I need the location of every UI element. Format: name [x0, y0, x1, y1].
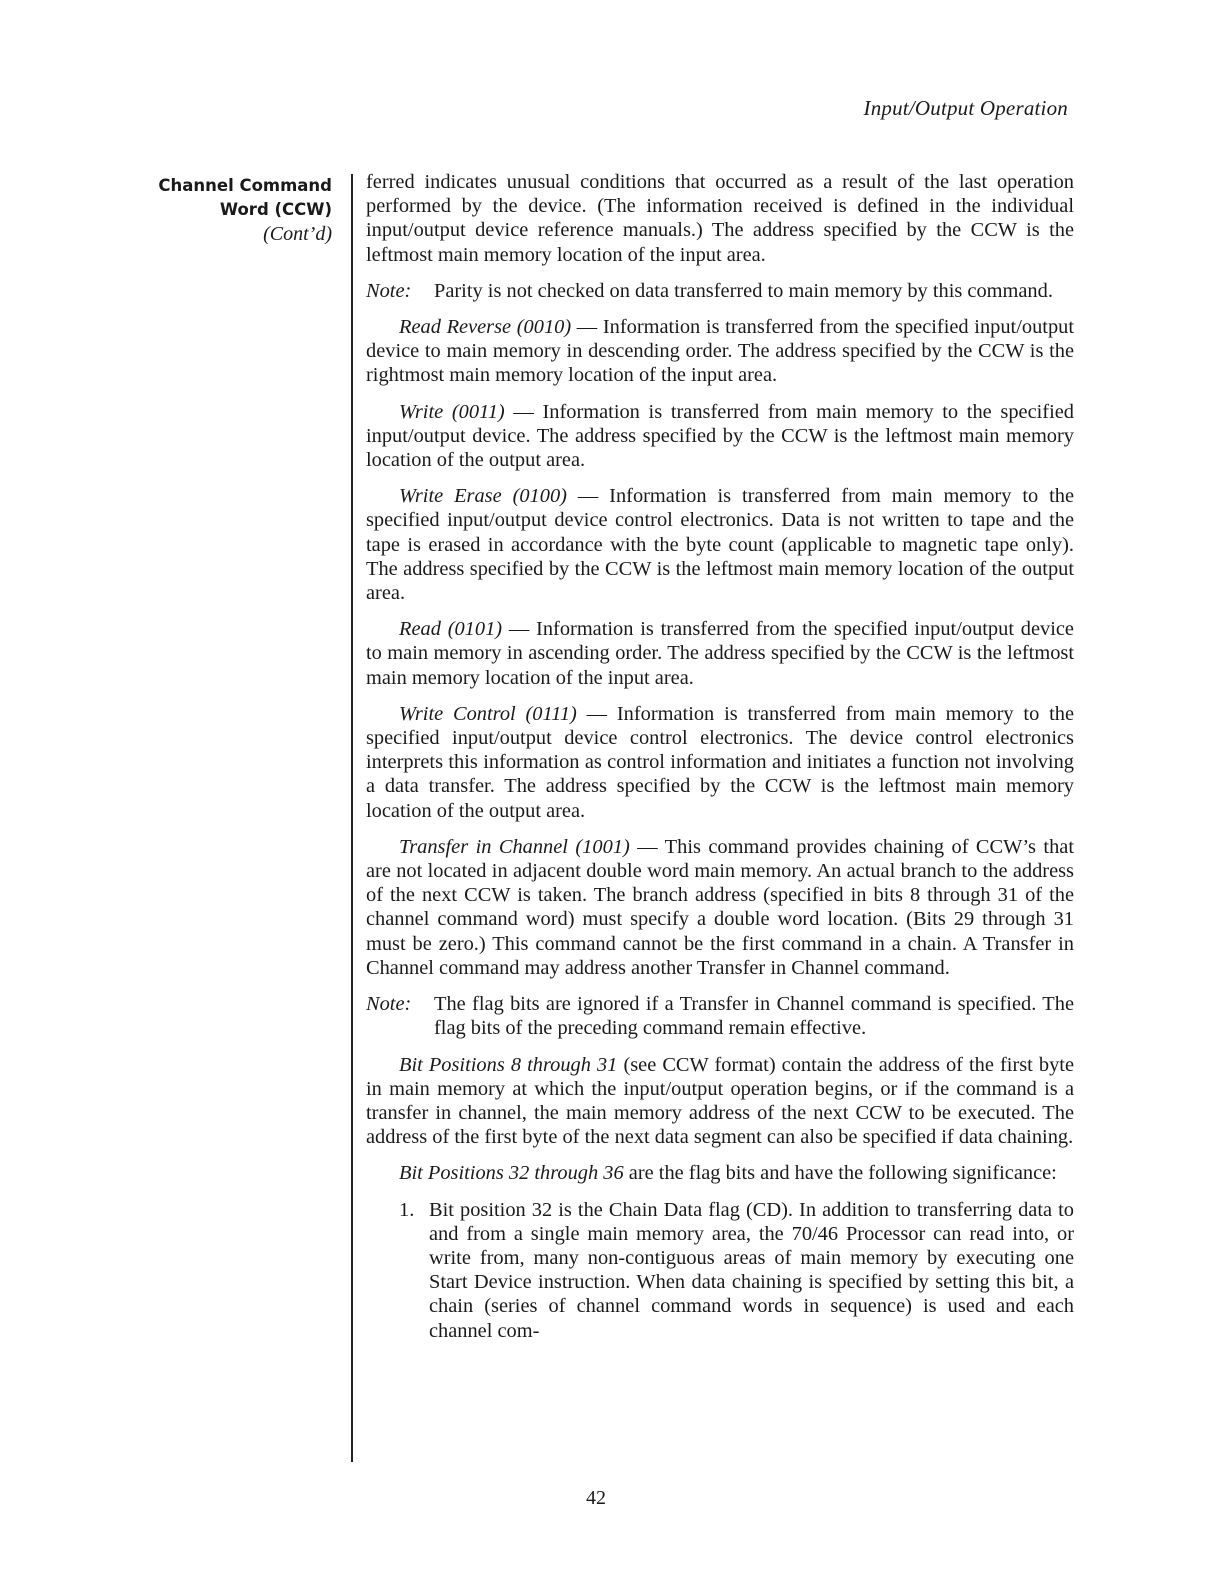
note-flag-bits [366, 992, 1074, 1040]
paragraph-write [366, 400, 1074, 473]
term-transfer-in-channel: Transfer in Channel (1001) [399, 835, 630, 858]
text-bits-32-36: are the flag bits and have the following significance: [623, 1162, 1057, 1185]
term-bits-8-31: Bit Positions 8 through 31 [399, 1053, 618, 1076]
text-transfer-in-channel: — This command provides chaining of CCW’s that are not located in adjacent double word main memory. An actual branch to the address of the next CCW is taken. The branch address (specified in bits 8 through 31 of the channel command word) must specify a double word location. (Bits 29 through 31 must be zero.) This command cannot be the first command in a chain. A Transfer in Channel command may address another Transfer in Channel command. [366, 835, 1074, 979]
text-write-control: — Information is transferred from main memory to the specified input/output device control electronics. The device control electronics interprets this information as control information and initiates a function not involving a data transfer. The address specified by the CCW is the leftmost main memory location of the output area. [366, 702, 1074, 822]
side-heading-line2: Word (CCW) [219, 200, 332, 219]
running-head-title: Input/Output Operation [863, 96, 1068, 120]
term-bits-32-36: Bit Positions 32 through 36 [399, 1162, 624, 1185]
text-write: — Information is transferred from main memory to the specified input/output device. The address specified by the CCW is the leftmost main memory location of the output area. [366, 400, 1074, 472]
paragraph-continued: ferred indicates unusual conditions that occurred as a result of the last operation performed by the device. (The information received is defined in the individual input/output device reference manuals.) The address specified by the CCW is the leftmost main memory location of the input area. [366, 171, 1074, 266]
paragraph-write-erase [366, 484, 1074, 605]
note-text: The flag bits are ignored if a Transfer in Channel command is specified. The flag bits of the preceding command remain effective. [434, 993, 1074, 1040]
term-write-erase: Write Erase (0100) [399, 485, 567, 508]
paragraph-read [366, 617, 1074, 690]
text-read: — Information is transferred from the specified input/output device to main memory in ascending order. The address specified by the CCW is the leftmost main memory location of the input area. [366, 618, 1074, 689]
paragraph-read-reverse [366, 315, 1074, 388]
margin-rule [351, 174, 353, 1462]
note-label: Note: [366, 993, 412, 1016]
text-bits-8-31: (see CCW format) contain the address of the first byte in main memory at which the input/output operation begins, or if the command is a transfer in channel, the main memory address of the next CCW to be executed. The address of the first byte of the next data segment can also be specified if data chaining. [366, 1053, 1075, 1149]
note-label: Note: [366, 279, 412, 302]
side-heading-line1: Channel Command [158, 176, 332, 195]
note-parity [366, 279, 1074, 303]
flag-bits-list [366, 1198, 1074, 1343]
side-heading [120, 174, 332, 246]
list-item-number: 1. [399, 1198, 415, 1221]
list-item [399, 1198, 1074, 1343]
paragraph-bits-32-36 [366, 1161, 1074, 1185]
paragraph-write-control [366, 702, 1074, 823]
page-number: 42 [586, 1487, 606, 1509]
term-write-control: Write Control (0111) [399, 702, 577, 725]
note-text: Parity is not checked on data transferred to main memory by this command. [434, 279, 1053, 302]
text-read-reverse: — Information is transferred from the specified input/output device to main memory in descending order. The address specified by the CCW is the rightmost main memory location of the input area. [366, 316, 1074, 387]
term-read: Read (0101) [399, 618, 503, 641]
side-heading-continued: (Cont’d) [263, 223, 332, 245]
term-read-reverse: Read Reverse (0010) [399, 316, 572, 339]
list-item-text: Bit position 32 is the Chain Data flag (CD). In addition to transferring data to and from a single main memory area, the 70/46 Processor can read into, or write from, many non-contiguous areas of main memory by executing one Start Device instruction. When data chaining is specified by setting this bit, a chain (series of channel command words in sequence) is used and each channel com- [429, 1198, 1074, 1342]
term-write: Write (0011) [399, 400, 505, 423]
text-write-erase: — Information is transferred from main memory to the specified input/output device control electronics. Data is not written to tape and the tape is erased in accordance with the byte count (applicable to magnetic tape only). The address specified by the CCW is the leftmost main memory location of the output area. [366, 485, 1075, 605]
body-text [366, 170, 1074, 1343]
paragraph-bits-8-31 [366, 1053, 1074, 1150]
paragraph-transfer-in-channel [366, 835, 1074, 980]
